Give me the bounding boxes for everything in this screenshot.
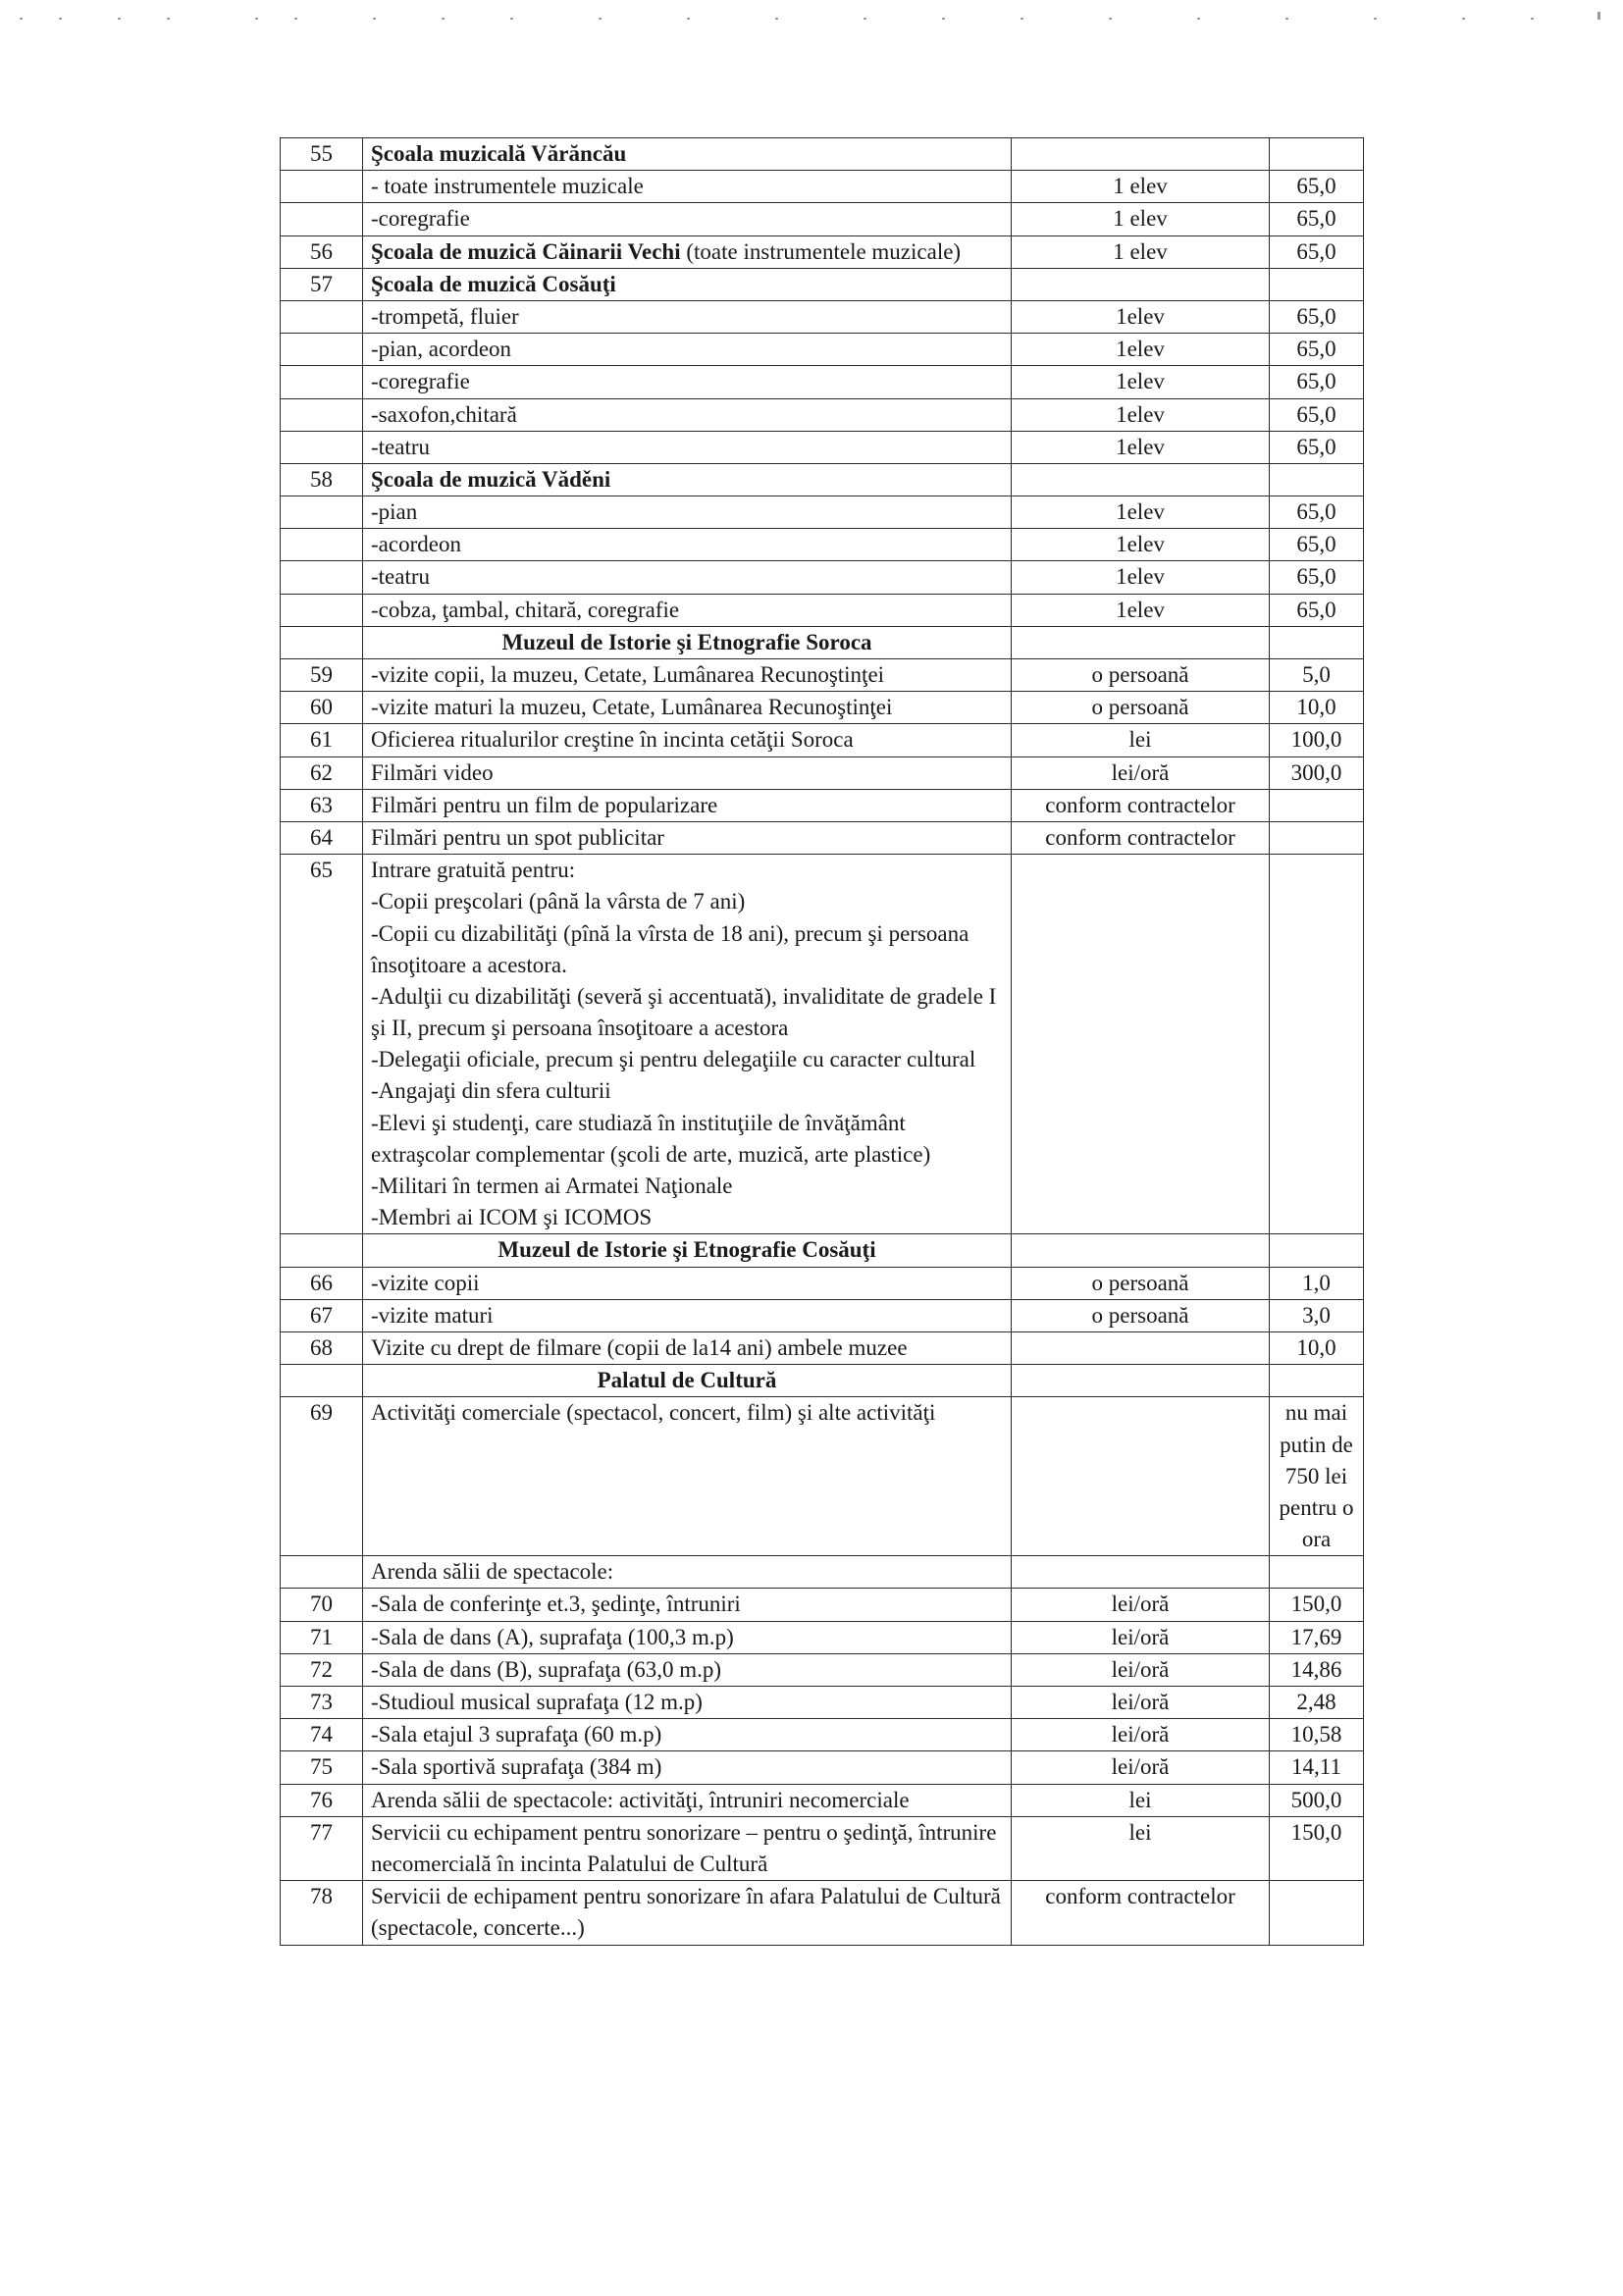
price-cell: 2,48 — [1270, 1687, 1364, 1719]
unit-cell: lei/oră — [1012, 1621, 1270, 1653]
description-cell: -saxofon,chitară — [363, 398, 1012, 431]
unit-cell: lei — [1012, 1784, 1270, 1816]
unit-cell — [1012, 1556, 1270, 1589]
unit-cell: 1elev — [1012, 594, 1270, 626]
price-cell — [1270, 789, 1364, 821]
tariff-table — [280, 137, 1364, 1946]
description-cell: -pian — [363, 496, 1012, 529]
row-number-cell: 76 — [281, 1784, 363, 1816]
institution-name: Şcoala muzicală Vărăncău — [371, 141, 627, 166]
price-cell: 65,0 — [1270, 171, 1364, 203]
table-row — [281, 1589, 1364, 1621]
table-row — [281, 496, 1364, 529]
unit-cell — [1012, 1331, 1270, 1364]
table-row — [281, 398, 1364, 431]
row-number-cell: 75 — [281, 1751, 363, 1784]
unit-cell: o persoană — [1012, 692, 1270, 724]
unit-cell: conform contractelor — [1012, 1881, 1270, 1945]
table-row — [281, 529, 1364, 561]
row-number-cell — [281, 529, 363, 561]
row-number-cell: 74 — [281, 1719, 363, 1751]
description-cell — [363, 138, 1012, 171]
description-cell: -Sala de dans (A), suprafaţa (100,3 m.p) — [363, 1621, 1012, 1653]
table-row — [281, 1784, 1364, 1816]
price-cell: 65,0 — [1270, 561, 1364, 594]
table-row — [281, 789, 1364, 821]
unit-cell: lei/oră — [1012, 1589, 1270, 1621]
institution-name: Şcoala de muzică Văděni — [371, 466, 611, 492]
row-number-cell: 69 — [281, 1397, 363, 1556]
description-cell: -Sala de dans (B), suprafaţa (63,0 m.p) — [363, 1653, 1012, 1686]
description-cell: Filmări pentru un spot publicitar — [363, 821, 1012, 854]
description-cell: Intrare gratuită pentru: -Copii preşcolari (până la vârsta de 7 ani) -Copii cu dizabilităţi (pînă la vîrsta de 18 ani), precum şi persoana însoţitoare a acestora. -Adulţii cu dizabilităţi (severă şi accentuată), invaliditate de gradele I şi II, precum şi persoana însoţitoare a acestora -Delegaţii oficiale, precum şi pentru delegaţiile cu caracter cultural -Angajaţi din sfera culturii -Elevi şi studenţi, care studiază în instituţiile de învăţământ extraşcolar complementar (şcoli de arte, muzică, arte plastice) -Militari în termen ai Armatei Naţionale -Membri ai ICOM şi ICOMOS — [363, 855, 1012, 1234]
row-number-cell: 71 — [281, 1621, 363, 1653]
price-cell — [1270, 626, 1364, 658]
price-cell: 17,69 — [1270, 1621, 1364, 1653]
unit-cell: conform contractelor — [1012, 789, 1270, 821]
description-cell: -Sala etajul 3 suprafaţa (60 m.p) — [363, 1719, 1012, 1751]
row-number-cell: 60 — [281, 692, 363, 724]
row-number-cell: 55 — [281, 138, 363, 171]
row-number-cell: 67 — [281, 1299, 363, 1331]
price-cell — [1270, 1881, 1364, 1945]
description-cell: Servicii cu echipament pentru sonorizare – pentru o şedinţă, întrunire necomercială în incinta Palatului de Cultură — [363, 1816, 1012, 1880]
table-row — [281, 171, 1364, 203]
row-number-cell — [281, 203, 363, 235]
institution-name: Şcoala de muzică Căinarii Vechi — [371, 238, 681, 264]
unit-cell: o persoană — [1012, 1267, 1270, 1299]
description-cell: Filmări pentru un film de popularizare — [363, 789, 1012, 821]
price-cell: 5,0 — [1270, 659, 1364, 692]
description-cell: -coregrafie — [363, 203, 1012, 235]
unit-cell — [1012, 1365, 1270, 1397]
price-cell — [1270, 855, 1364, 1234]
unit-cell — [1012, 855, 1270, 1234]
table-row — [281, 366, 1364, 398]
row-number-cell — [281, 300, 363, 333]
table-row — [281, 1816, 1364, 1880]
table-row — [281, 334, 1364, 366]
section-header-row — [281, 626, 1364, 658]
price-cell — [1270, 268, 1364, 300]
table-row — [281, 1267, 1364, 1299]
unit-cell: 1elev — [1012, 496, 1270, 529]
row-number-cell: 63 — [281, 789, 363, 821]
unit-cell: 1 elev — [1012, 171, 1270, 203]
unit-cell — [1012, 463, 1270, 496]
unit-cell: o persoană — [1012, 1299, 1270, 1331]
description-cell: Arenda sălii de spectacole: — [363, 1556, 1012, 1589]
row-number-cell: 58 — [281, 463, 363, 496]
unit-cell: 1 elev — [1012, 203, 1270, 235]
description-cell — [363, 268, 1012, 300]
row-number-cell: 61 — [281, 724, 363, 757]
table-row — [281, 138, 1364, 171]
table-row — [281, 203, 1364, 235]
row-number-cell: 59 — [281, 659, 363, 692]
row-number-cell — [281, 1556, 363, 1589]
description-cell: Filmări video — [363, 757, 1012, 789]
price-cell: 3,0 — [1270, 1299, 1364, 1331]
table-row — [281, 855, 1364, 1234]
description-cell: -Sala de conferinţe et.3, şedinţe, întruniri — [363, 1589, 1012, 1621]
row-number-cell — [281, 1365, 363, 1397]
table-row — [281, 1331, 1364, 1364]
price-cell: 500,0 — [1270, 1784, 1364, 1816]
unit-cell: 1elev — [1012, 366, 1270, 398]
table-row — [281, 594, 1364, 626]
row-number-cell — [281, 561, 363, 594]
table-row — [281, 1556, 1364, 1589]
section-header-row — [281, 1234, 1364, 1267]
unit-cell: 1elev — [1012, 529, 1270, 561]
scan-noise-strip — [0, 0, 1623, 39]
row-number-cell: 65 — [281, 855, 363, 1234]
price-cell: 10,0 — [1270, 692, 1364, 724]
table-row — [281, 235, 1364, 268]
row-number-cell — [281, 334, 363, 366]
price-cell: 65,0 — [1270, 398, 1364, 431]
unit-cell — [1012, 268, 1270, 300]
unit-cell: lei — [1012, 1816, 1270, 1880]
price-cell: 65,0 — [1270, 334, 1364, 366]
section-header-row — [281, 1365, 1364, 1397]
unit-cell: lei/oră — [1012, 1719, 1270, 1751]
price-cell: 150,0 — [1270, 1816, 1364, 1880]
description-cell: - toate instrumentele muzicale — [363, 171, 1012, 203]
row-number-cell — [281, 1234, 363, 1267]
description-cell: Arenda sălii de spectacole: activităţi, întruniri necomerciale — [363, 1784, 1012, 1816]
description-cell: -coregrafie — [363, 366, 1012, 398]
row-number-cell — [281, 398, 363, 431]
price-cell: 100,0 — [1270, 724, 1364, 757]
description-cell: Activităţi comerciale (spectacol, concert, film) şi alte activităţi — [363, 1397, 1012, 1556]
description-cell: -vizite maturi la muzeu, Cetate, Lumânarea Recunoştinţei — [363, 692, 1012, 724]
table-row — [281, 1751, 1364, 1784]
unit-cell: lei/oră — [1012, 757, 1270, 789]
description-cell: -vizite copii, la muzeu, Cetate, Lumânarea Recunoştinţei — [363, 659, 1012, 692]
description-cell: -pian, acordeon — [363, 334, 1012, 366]
price-cell — [1270, 138, 1364, 171]
row-number-cell — [281, 626, 363, 658]
section-title: Muzeul de Istorie şi Etnografie Cosăuţi — [363, 1234, 1012, 1267]
table-row — [281, 1653, 1364, 1686]
price-cell: 65,0 — [1270, 431, 1364, 463]
row-number-cell: 77 — [281, 1816, 363, 1880]
price-cell — [1270, 463, 1364, 496]
price-cell: 65,0 — [1270, 529, 1364, 561]
unit-cell: 1 elev — [1012, 235, 1270, 268]
price-cell: 1,0 — [1270, 1267, 1364, 1299]
price-cell — [1270, 821, 1364, 854]
row-number-cell — [281, 171, 363, 203]
table-row — [281, 561, 1364, 594]
description-cell: -vizite maturi — [363, 1299, 1012, 1331]
table-row — [281, 1397, 1364, 1556]
unit-cell: lei/oră — [1012, 1687, 1270, 1719]
table-row — [281, 1687, 1364, 1719]
unit-cell — [1012, 626, 1270, 658]
price-cell: nu mai putin de 750 lei pentru o ora — [1270, 1397, 1364, 1556]
price-cell: 10,0 — [1270, 1331, 1364, 1364]
description-cell: Vizite cu drept de filmare (copii de la14 ani) ambele muzee — [363, 1331, 1012, 1364]
description-cell: -Studioul musical suprafaţa (12 m.p) — [363, 1687, 1012, 1719]
table-row — [281, 724, 1364, 757]
row-number-cell: 72 — [281, 1653, 363, 1686]
price-cell: 14,11 — [1270, 1751, 1364, 1784]
price-cell: 150,0 — [1270, 1589, 1364, 1621]
price-cell: 10,58 — [1270, 1719, 1364, 1751]
unit-cell: lei/oră — [1012, 1751, 1270, 1784]
price-cell — [1270, 1556, 1364, 1589]
row-number-cell: 57 — [281, 268, 363, 300]
section-title: Palatul de Cultură — [363, 1365, 1012, 1397]
price-cell: 65,0 — [1270, 594, 1364, 626]
row-number-cell: 56 — [281, 235, 363, 268]
price-cell: 65,0 — [1270, 300, 1364, 333]
row-number-cell — [281, 594, 363, 626]
price-cell: 65,0 — [1270, 366, 1364, 398]
table-row — [281, 300, 1364, 333]
price-cell: 65,0 — [1270, 203, 1364, 235]
table-row — [281, 268, 1364, 300]
row-number-cell: 70 — [281, 1589, 363, 1621]
unit-cell: 1elev — [1012, 398, 1270, 431]
row-number-cell — [281, 496, 363, 529]
price-cell: 65,0 — [1270, 496, 1364, 529]
row-number-cell: 68 — [281, 1331, 363, 1364]
table-row — [281, 1621, 1364, 1653]
table-row — [281, 1299, 1364, 1331]
tariff-table-body — [281, 138, 1364, 1946]
description-cell — [363, 235, 1012, 268]
price-cell: 65,0 — [1270, 235, 1364, 268]
description-cell: -Sala sportivă suprafaţa (384 m) — [363, 1751, 1012, 1784]
description-cell: Oficierea ritualurilor creştine în incinta cetăţii Soroca — [363, 724, 1012, 757]
unit-cell — [1012, 138, 1270, 171]
table-row — [281, 463, 1364, 496]
description-cell: -cobza, ţambal, chitară, coregrafie — [363, 594, 1012, 626]
table-row — [281, 1719, 1364, 1751]
description-cell: -trompetă, fluier — [363, 300, 1012, 333]
table-row — [281, 659, 1364, 692]
section-title: Muzeul de Istorie şi Etnografie Soroca — [363, 626, 1012, 658]
institution-name: Şcoala de muzică Cosăuţi — [371, 271, 616, 296]
row-number-cell — [281, 366, 363, 398]
description-suffix: (toate instrumentele muzicale) — [680, 238, 962, 264]
description-cell: -teatru — [363, 561, 1012, 594]
row-number-cell: 66 — [281, 1267, 363, 1299]
unit-cell — [1012, 1397, 1270, 1556]
description-cell: -acordeon — [363, 529, 1012, 561]
table-row — [281, 757, 1364, 789]
description-cell: -teatru — [363, 431, 1012, 463]
unit-cell: 1elev — [1012, 300, 1270, 333]
unit-cell: o persoană — [1012, 659, 1270, 692]
unit-cell: 1elev — [1012, 561, 1270, 594]
unit-cell: 1elev — [1012, 334, 1270, 366]
description-cell: Servicii de echipament pentru sonorizare în afara Palatului de Cultură (spectacole, concerte...) — [363, 1881, 1012, 1945]
row-number-cell: 73 — [281, 1687, 363, 1719]
description-cell: -vizite copii — [363, 1267, 1012, 1299]
unit-cell: 1elev — [1012, 431, 1270, 463]
price-cell: 300,0 — [1270, 757, 1364, 789]
table-row — [281, 1881, 1364, 1945]
row-number-cell: 62 — [281, 757, 363, 789]
unit-cell — [1012, 1234, 1270, 1267]
table-row — [281, 821, 1364, 854]
price-cell — [1270, 1234, 1364, 1267]
unit-cell: lei/oră — [1012, 1653, 1270, 1686]
unit-cell: lei — [1012, 724, 1270, 757]
row-number-cell: 64 — [281, 821, 363, 854]
table-row — [281, 431, 1364, 463]
description-cell — [363, 463, 1012, 496]
price-cell: 14,86 — [1270, 1653, 1364, 1686]
unit-cell: conform contractelor — [1012, 821, 1270, 854]
row-number-cell: 78 — [281, 1881, 363, 1945]
price-cell — [1270, 1365, 1364, 1397]
row-number-cell — [281, 431, 363, 463]
table-row — [281, 692, 1364, 724]
